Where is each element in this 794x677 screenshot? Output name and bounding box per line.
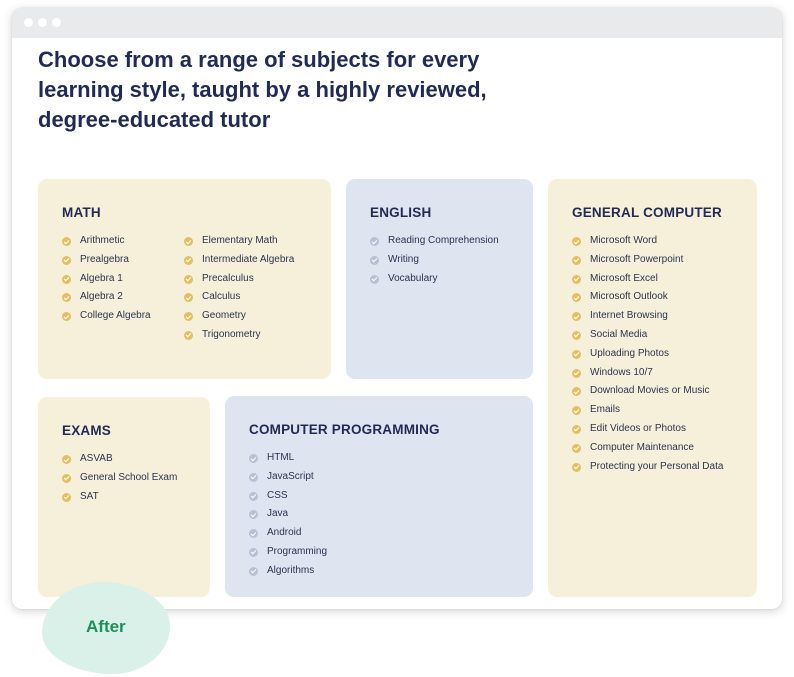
list-item — [184, 326, 294, 345]
check-circle-icon — [62, 275, 71, 284]
list-item — [572, 288, 723, 307]
list-item-label: College Algebra — [80, 310, 151, 322]
check-circle-icon — [62, 455, 71, 464]
check-circle-icon — [62, 493, 71, 502]
list-item — [572, 364, 723, 383]
list-item — [370, 270, 499, 289]
list-item — [572, 326, 723, 345]
check-circle-icon — [249, 454, 258, 463]
list-item-label: General School Exam — [80, 471, 178, 483]
list-item-label: Emails — [590, 404, 621, 416]
check-circle-icon — [572, 293, 581, 302]
list-item — [572, 420, 723, 439]
list-item — [572, 307, 723, 326]
check-circle-icon — [572, 350, 581, 359]
list-item-label: Download Movies or Music — [590, 385, 710, 397]
list-item-label: Prealgebra — [80, 253, 129, 265]
list-item-label: Uploading Photos — [590, 347, 669, 359]
card-title-general-computer: GENERAL COMPUTER — [572, 205, 722, 220]
list-item-label: Microsoft Outlook — [590, 291, 668, 303]
list-item — [62, 251, 151, 270]
window-dot-icon[interactable] — [24, 18, 33, 27]
list-item-label: Microsoft Excel — [590, 272, 658, 284]
check-circle-icon — [184, 331, 193, 340]
card-math — [38, 179, 331, 379]
card-general-computer — [548, 179, 757, 597]
check-circle-icon — [249, 510, 258, 519]
check-circle-icon — [572, 331, 581, 340]
math-list-col2 — [184, 232, 294, 345]
list-item-label: Protecting your Personal Data — [590, 460, 724, 472]
check-circle-icon — [184, 256, 193, 265]
check-circle-icon — [572, 444, 581, 453]
list-item — [370, 251, 499, 270]
list-item-label: Arithmetic — [80, 235, 125, 246]
english-list — [370, 232, 499, 288]
list-item — [572, 458, 723, 477]
list-item — [249, 562, 327, 581]
list-item-label: Social Media — [590, 328, 648, 340]
check-circle-icon — [572, 256, 581, 265]
list-item — [572, 382, 723, 401]
list-item-label: SAT — [80, 490, 99, 502]
check-circle-icon — [370, 237, 379, 246]
list-item — [62, 288, 151, 307]
list-item-label: Microsoft Word — [590, 235, 658, 246]
check-circle-icon — [572, 312, 581, 321]
list-item — [249, 449, 327, 468]
check-circle-icon — [184, 293, 193, 302]
list-item-label: Algebra 2 — [80, 291, 123, 303]
check-circle-icon — [572, 275, 581, 284]
list-item — [184, 232, 294, 251]
list-item — [249, 505, 327, 524]
check-circle-icon — [62, 474, 71, 483]
list-item — [62, 450, 177, 469]
list-item-label: Microsoft Powerpoint — [590, 253, 684, 265]
list-item-label: Internet Browsing — [590, 310, 668, 322]
window-titlebar — [12, 8, 782, 38]
list-item — [184, 251, 294, 270]
list-item-label: Intermediate Algebra — [202, 253, 295, 265]
check-circle-icon — [370, 256, 379, 265]
list-item — [62, 488, 177, 507]
list-item — [249, 468, 327, 487]
list-item-label: Algorithms — [267, 564, 315, 576]
window-dot-icon[interactable] — [52, 18, 61, 27]
list-item — [572, 401, 723, 420]
check-circle-icon — [249, 567, 258, 576]
list-item — [572, 232, 723, 251]
exams-list — [62, 450, 177, 506]
card-title-computer-programming: COMPUTER PROGRAMMING — [249, 422, 440, 437]
list-item — [249, 543, 327, 562]
math-list-col1 — [62, 232, 151, 326]
list-item — [62, 307, 151, 326]
check-circle-icon — [184, 237, 193, 246]
list-item — [62, 270, 151, 289]
card-english — [346, 179, 533, 379]
list-item — [249, 487, 327, 506]
list-item — [62, 469, 177, 488]
list-item-label: HTML — [267, 452, 295, 463]
list-item-label: Vocabulary — [388, 272, 438, 284]
page-headline: Choose from a range of subjects for every learning style, taught by a highly reviewed, degree-educated tutor — [38, 47, 487, 132]
list-item-label: Geometry — [202, 310, 246, 322]
check-circle-icon — [249, 473, 258, 482]
check-circle-icon — [62, 312, 71, 321]
list-item — [62, 232, 151, 251]
list-item-label: Precalculus — [202, 272, 254, 284]
list-item — [184, 288, 294, 307]
card-computer-programming — [225, 396, 533, 597]
list-item-label: Programming — [267, 545, 328, 557]
check-circle-icon — [249, 529, 258, 538]
check-circle-icon — [249, 548, 258, 557]
after-badge-label: After — [86, 617, 126, 636]
check-circle-icon — [572, 463, 581, 472]
card-title-exams: EXAMS — [62, 423, 112, 438]
list-item-label: Writing — [388, 253, 419, 265]
check-circle-icon — [62, 293, 71, 302]
list-item-label: Calculus — [202, 291, 241, 303]
check-circle-icon — [572, 369, 581, 378]
list-item — [370, 232, 499, 251]
check-circle-icon — [572, 425, 581, 434]
check-circle-icon — [572, 387, 581, 396]
list-item-label: Reading Comprehension — [388, 235, 499, 246]
list-item-label: Android — [267, 527, 302, 539]
card-title-math: MATH — [62, 205, 101, 220]
check-circle-icon — [62, 256, 71, 265]
list-item-label: JavaScript — [267, 470, 314, 482]
list-item — [572, 345, 723, 364]
check-circle-icon — [370, 275, 379, 284]
card-exams — [38, 397, 210, 597]
list-item — [184, 307, 294, 326]
browser-window — [12, 8, 782, 609]
programming-list — [249, 449, 327, 581]
check-circle-icon — [184, 275, 193, 284]
list-item — [572, 439, 723, 458]
list-item-label: CSS — [267, 489, 288, 501]
list-item-label: Computer Maintenance — [590, 441, 694, 453]
list-item-label: Edit Videos or Photos — [590, 422, 686, 434]
card-title-english: ENGLISH — [370, 205, 432, 220]
list-item — [572, 251, 723, 270]
check-circle-icon — [249, 492, 258, 501]
check-circle-icon — [572, 406, 581, 415]
list-item — [249, 524, 327, 543]
general-computer-list — [572, 232, 723, 476]
list-item — [572, 270, 723, 289]
list-item-label: Java — [267, 508, 289, 520]
check-circle-icon — [572, 237, 581, 246]
check-circle-icon — [184, 312, 193, 321]
list-item-label: Elementary Math — [202, 235, 278, 246]
list-item-label: ASVAB — [80, 453, 113, 464]
list-item-label: Windows 10/7 — [590, 366, 653, 378]
window-dot-icon[interactable] — [38, 18, 47, 27]
list-item-label: Trigonometry — [202, 328, 261, 340]
list-item-label: Algebra 1 — [80, 272, 123, 284]
list-item — [184, 270, 294, 289]
check-circle-icon — [62, 237, 71, 246]
